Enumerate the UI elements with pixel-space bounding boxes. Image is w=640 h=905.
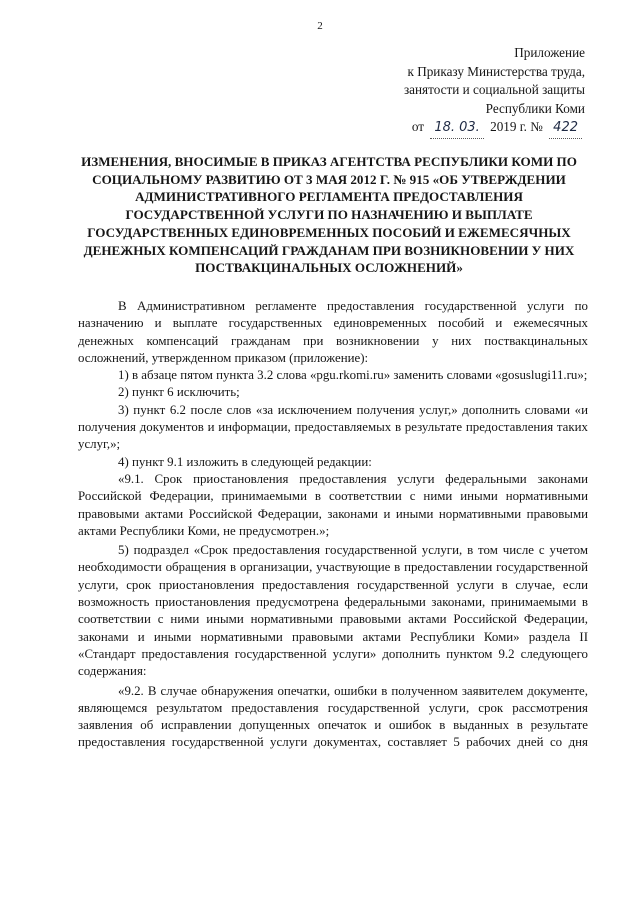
document-title: ИЗМЕНЕНИЯ, ВНОСИМЫЕ В ПРИКАЗ АГЕНТСТВА РЕСПУБЛИКИ КОМИ ПО СОЦИАЛЬНОМУ РАЗВИТИЮ ОТ 3 МАЯ 2012 Г. № 915 «ОБ УТВЕРЖДЕНИИ АДМИНИСТРАТИВНОГО РЕГЛАМЕНТА ПРЕДОСТАВЛЕНИЯ ГОСУДАРСТВЕННОЙ УСЛУГИ ПО НАЗНАЧЕНИЮ И ВЫПЛАТЕ ГОСУДАРСТВЕННЫХ ЕДИНОВРЕМЕННЫХ ПОСОБИЙ И ЕЖЕМЕСЯЧНЫХ ДЕНЕЖНЫХ КОМПЕНСАЦИЙ ГРАЖДАНАМ ПРИ ВОЗНИКНОВЕНИИ У НИХ ПОСТВАКЦИНАЛЬНЫХ ОСЛОЖНЕНИЙ» xyxy=(81,154,577,276)
paragraph-item-4: 4) пункт 9.1 изложить в следующей редакции: xyxy=(118,454,372,469)
appendix-date-line xyxy=(325,118,585,139)
paragraph-intro: В Административном регламенте предоставления государственной услуги по назначению и выплате государственных единовременных пособий и ежемесячных денежных компенсаций гражданам при возникновении у них поствакцинальных осложнений, утвержденном приказом (приложение): xyxy=(78,299,588,365)
appendix-line-2: к Приказу Министерства труда, xyxy=(407,63,585,79)
paragraph-quote-9-2: «9.2. В случае обнаружения опечатки, ошибки в полученном заявителем документе, являющемся результатом предоставления государственной услуги, срок рассмотрения заявления об исправлении допущенных опечаток и ошибок в выданных в результате предоставления государственной услуги документах, составляет 5 рабочих дней со дня xyxy=(78,683,588,750)
document-body xyxy=(78,298,588,752)
paragraph-item-3: 3) пункт 6.2 после слов «за исключением получения услуг,» дополнить словами «и получения документов и информации, предоставляемых в результате предоставления таких услуг,»; xyxy=(78,402,588,452)
year-number-label: 2019 г. № xyxy=(490,119,543,134)
page-number: 2 xyxy=(317,20,323,32)
handwritten-date: 18. 03. xyxy=(430,119,483,139)
paragraph-quote-9-1: «9.1. Срок приостановления предоставления услуги федеральными законами Российской Федерации, принимаемыми в соответствии с ними иными нормативными правовыми актами Российской Федерации, законами и иными нормативными правовыми актами Республики Коми, не предусмотрен.»; xyxy=(78,471,588,538)
paragraph-item-5: 5) подраздел «Срок предоставления государственной услуги, в том числе с учетом необходимости обращения в организации, участвующие в предоставлении государственной услуги, срок приостановления предоставления государственной услуги в случае, если возможность приостановления предусмотрена федеральными законами, принимаемыми в соответствии с ними иными нормативными правовыми актами Российской Федерации, законами и иными нормативными правовыми актами Республики Коми» раздела II «Стандарт предоставления государственной услуги» дополнить пунктом 9.2 следующего содержания: xyxy=(78,543,588,679)
date-prefix: от xyxy=(411,119,425,134)
appendix-line-1: Приложение xyxy=(514,45,585,60)
paragraph-item-1: 1) в абзаце пятом пункта 3.2 слова «pgu.rkomi.ru» заменить словами «gosuslugi11.ru»; xyxy=(118,368,588,383)
appendix-line-4: Республики Коми xyxy=(485,100,585,116)
handwritten-number: 422 xyxy=(549,119,582,139)
paragraph-item-2: 2) пункт 6 исключить; xyxy=(118,385,240,400)
appendix-line-3: занятости и социальной защиты xyxy=(403,82,585,97)
appendix-block xyxy=(325,44,585,139)
